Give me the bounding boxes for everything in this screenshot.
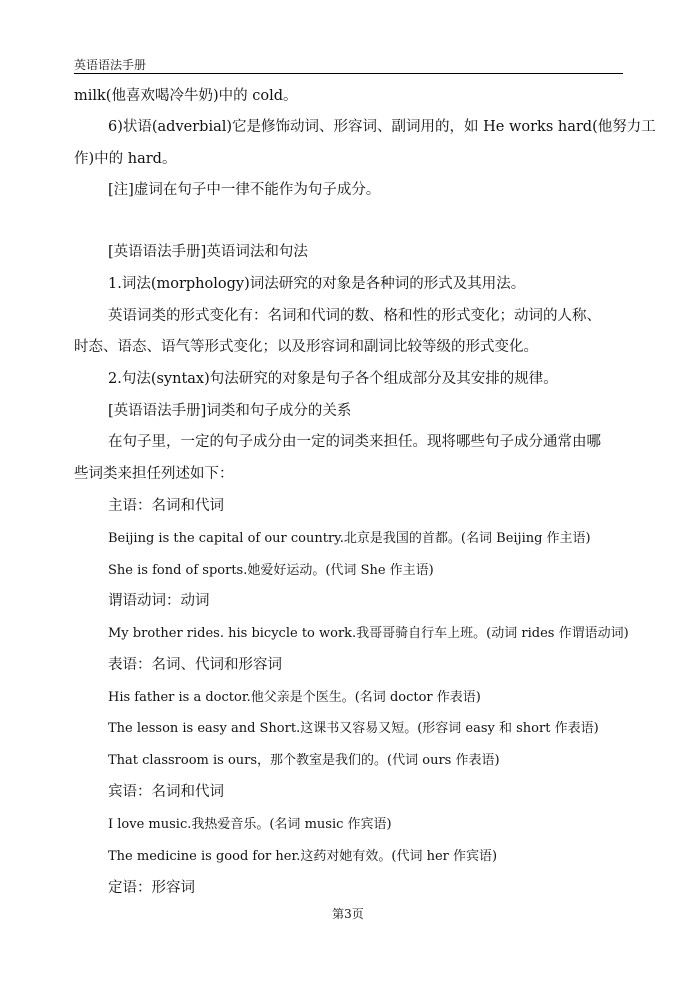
text-line: 在句子里，一定的句子成分由一定的词类来担任。现将哪些句子成分通常由哪 xyxy=(108,434,601,450)
text-line: [注]虚词在句子中一律不能作为句子成分。 xyxy=(108,182,381,198)
subheading: 定语：形容词 xyxy=(108,880,195,896)
example-line: The medicine is good for her.这药对她有效。(代词 her 作宾语) xyxy=(108,849,498,864)
text-line: 6)状语(adverbial)它是修饰动词、形容词、副词用的，如 He works hard(他努力工 xyxy=(108,119,656,135)
example-line: The lesson is easy and Short.这课书又容易又短。(形容词 easy 和 short 作表语) xyxy=(108,721,599,736)
text-line: 些词类来担任列述如下： xyxy=(74,466,234,482)
example-line: My brother rides. his bicycle to work.我哥哥骑自行车上班。(动词 rides 作谓语动词) xyxy=(108,626,629,641)
example-line: I love music.我热爱音乐。(名词 music 作宾语) xyxy=(108,817,392,832)
text-line: 时态、语态、语气等形式变化；以及形容词和副词比较等级的形式变化。 xyxy=(74,339,538,355)
example-line: She is fond of sports.她爱好运动。(代词 She 作主语) xyxy=(108,563,434,578)
header-title: 英语语法手册 xyxy=(74,58,147,72)
header-rule xyxy=(74,73,623,74)
text-line: 1.词法(morphology)词法研究的对象是各种词的形式及其用法。 xyxy=(108,276,526,292)
example-line: Beijing is the capital of our country.北京是我国的首都。(名词 Beijing 作主语) xyxy=(108,531,591,546)
page-number: 第3页 xyxy=(332,907,364,921)
text-line: 2.句法(syntax)句法研究的对象是句子各个组成部分及其安排的规律。 xyxy=(108,371,558,387)
subheading: 谓语动词：动词 xyxy=(108,593,210,609)
example-line: His father is a doctor.他父亲是个医生。(名词 doctor 作表语) xyxy=(108,690,481,705)
example-line: That classroom is ours，那个教室是我们的。(代词 ours 作表语) xyxy=(108,753,500,768)
subheading: 宾语：名词和代词 xyxy=(108,784,224,800)
section-heading: [英语语法手册]词类和句子成分的关系 xyxy=(108,403,352,419)
text-line: 作)中的 hard。 xyxy=(74,151,177,167)
subheading: 表语：名词、代词和形容词 xyxy=(108,657,282,673)
text-line: milk(他喜欢喝冷牛奶)中的 cold。 xyxy=(74,88,298,104)
section-heading: [英语语法手册]英语词法和句法 xyxy=(108,244,308,260)
subheading: 主语：名词和代词 xyxy=(108,498,224,514)
text-line: 英语词类的形式变化有：名词和代词的数、格和性的形式变化；动词的人称、 xyxy=(108,308,601,324)
